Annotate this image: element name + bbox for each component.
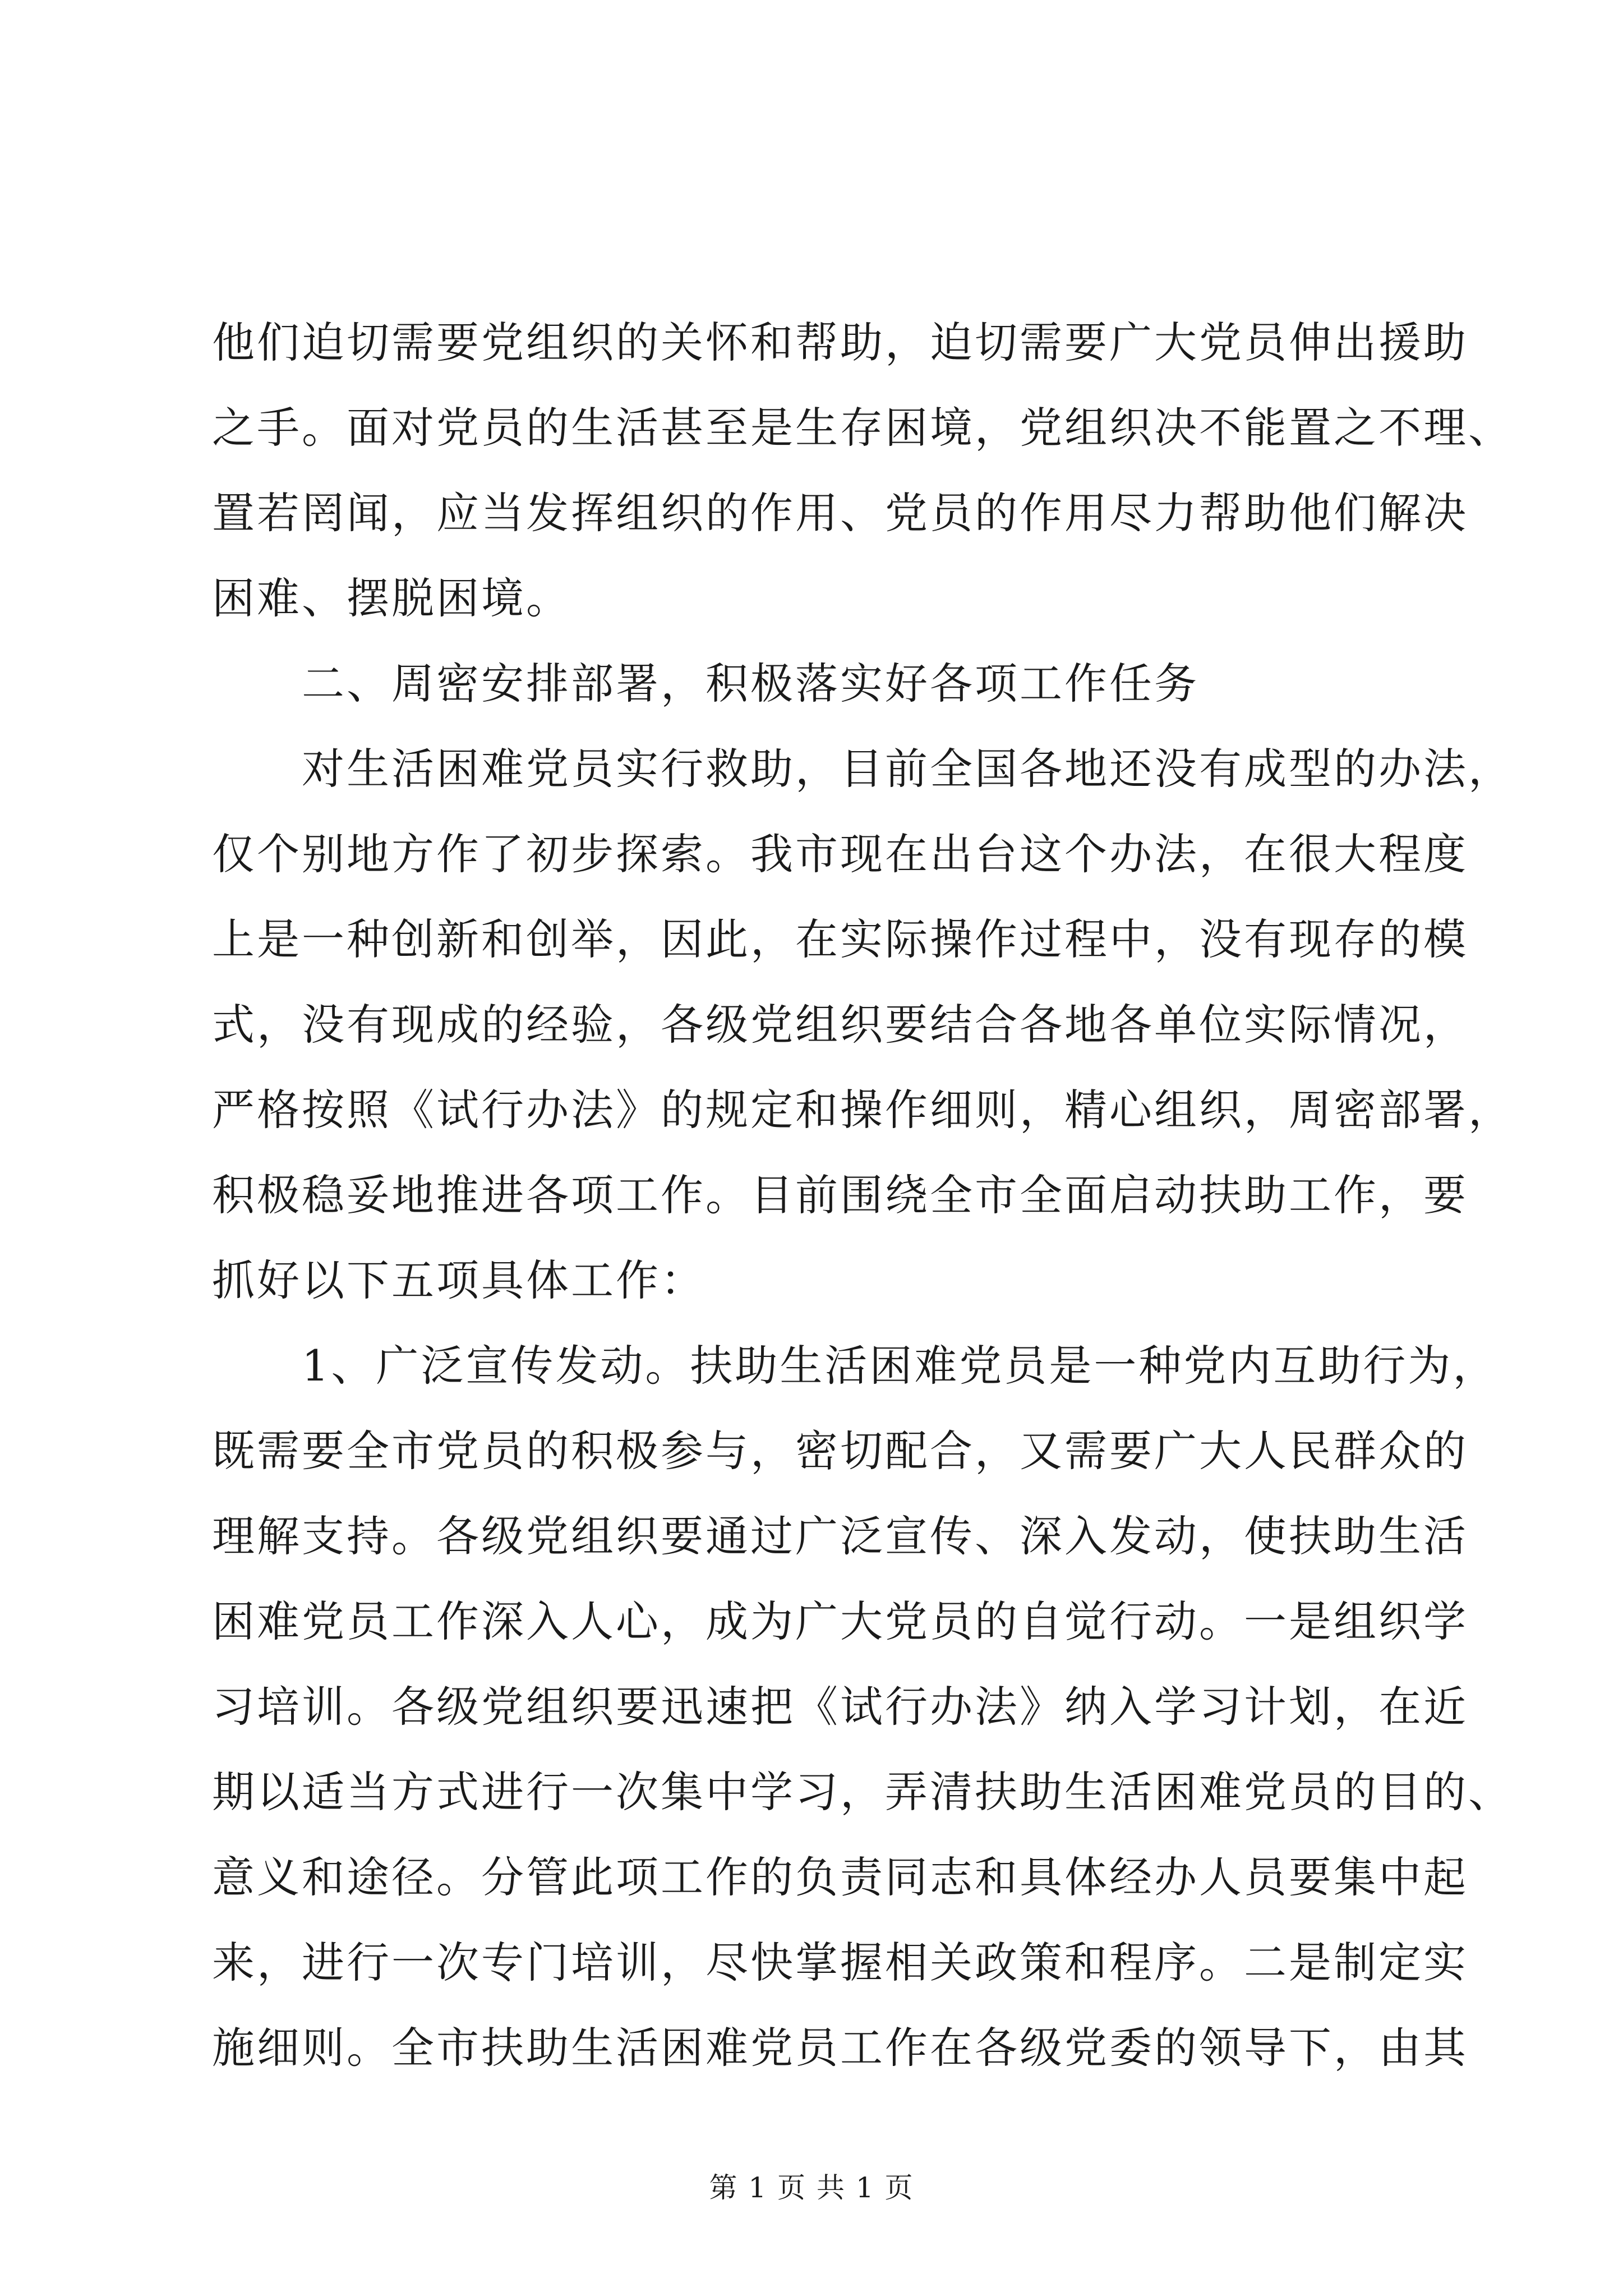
text-line: 既需要全市党员的积极参与，密切配合，又需要广大人民群众的	[212, 1426, 1468, 1476]
text-line: 来，进行一次专门培训，尽快掌握相关政策和程序。二是制定实	[212, 1938, 1468, 1987]
text-line: 积极稳妥地推进各项工作。目前围绕全市全面启动扶助工作，要	[212, 1170, 1468, 1220]
document-body	[212, 300, 1513, 2091]
text-line: 抓好以下五项具体工作：	[212, 1255, 706, 1305]
section-heading: 二、周密安排部署，积极落实好各项工作任务	[302, 659, 1199, 708]
text-line: 式，没有现成的经验，各级党组织要结合各地各单位实际情况，	[212, 1000, 1468, 1050]
text-line: 施细则。全市扶助生活困难党员工作在各级党委的领导下，由其	[212, 2023, 1468, 2073]
text-line: 困难党员工作深入人心，成为广大党员的自觉行动。一是组织学	[212, 1596, 1468, 1646]
text-line: 困难、摆脱困境。	[212, 573, 571, 623]
page-footer: 第 1 页 共 1 页	[709, 2171, 914, 2204]
text-line: 他们迫切需要党组织的关怀和帮助，迫切需要广大党员伸出援助	[212, 318, 1468, 367]
text-line: 上是一种创新和创举，因此，在实际操作过程中，没有现存的模	[212, 914, 1468, 964]
text-line: 仅个别地方作了初步探索。我市现在出台这个办法，在很大程度	[212, 829, 1468, 879]
text-line: 之手。面对党员的生活甚至是生存困境，党组织决不能置之不理、	[212, 403, 1513, 453]
text-line: 习培训。各级党组织要迅速把《试行办法》纳入学习计划，在近	[212, 1682, 1468, 1732]
text-line: 对生活困难党员实行救助，目前全国各地还没有成型的办法，	[302, 744, 1513, 794]
text-line: 理解支持。各级党组织要通过广泛宣传、深入发动，使扶助生活	[212, 1511, 1468, 1561]
text-line: 严格按照《试行办法》的规定和操作细则，精心组织，周密部署，	[212, 1085, 1513, 1135]
text-line: 1、广泛宣传发动。扶助生活困难党员是一种党内互助行为，	[302, 1341, 1498, 1391]
text-line: 意义和途径。分管此项工作的负责同志和具体经办人员要集中起	[212, 1852, 1468, 1902]
text-line: 置若罔闻，应当发挥组织的作用、党员的作用尽力帮助他们解决	[212, 488, 1468, 538]
text-line: 期以适当方式进行一次集中学习，弄清扶助生活困难党员的目的、	[212, 1767, 1513, 1817]
